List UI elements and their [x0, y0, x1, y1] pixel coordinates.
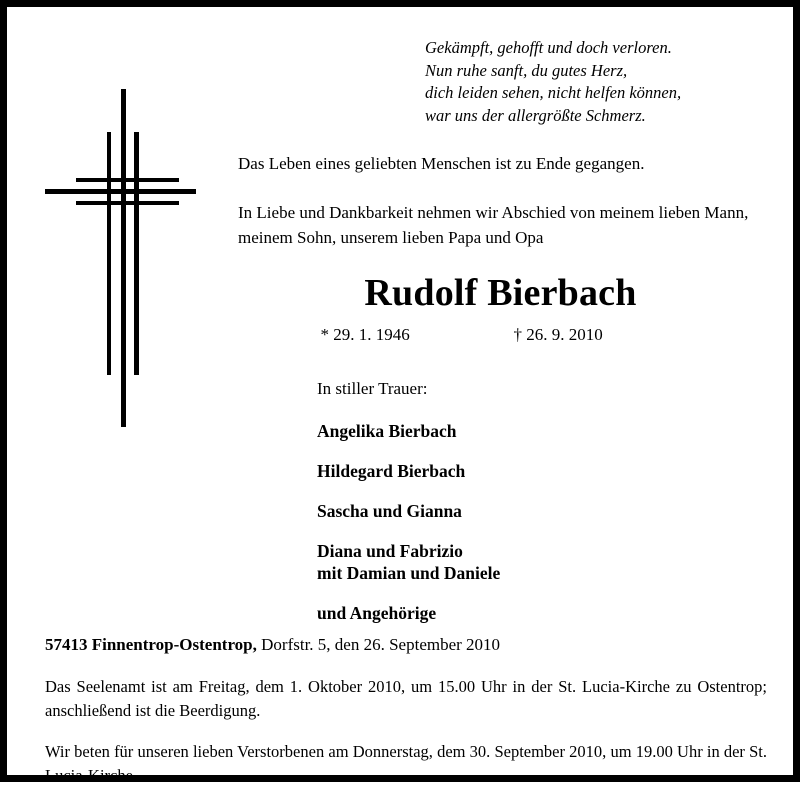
- mourners-title: In stiller Trauer:: [317, 379, 428, 398]
- poem-line-3: dich leiden sehen, nicht helfen können,: [425, 83, 682, 102]
- mourner-name: Diana und Fabrizio: [317, 541, 463, 561]
- cross-icon: [37, 77, 217, 427]
- mourner-name-secondary: mit Damian und Daniele: [317, 563, 501, 583]
- poem-line-1: Gekämpft, gehofft und doch verloren.: [425, 38, 672, 57]
- notice-inner: [7, 7, 793, 785]
- mourner-name: Hildegard Bierbach: [317, 461, 466, 481]
- mourner-name: Sascha und Gianna: [317, 501, 462, 521]
- mourner-entry: [317, 540, 737, 584]
- address-place: 57413 Finnentrop-Ostentrop,: [45, 635, 257, 654]
- footer-block: [45, 633, 767, 788]
- body-text: [238, 152, 763, 250]
- cross-vertical-left: [107, 132, 111, 375]
- mourner-entry: [317, 420, 737, 442]
- intro-sentence: In Liebe und Dankbarkeit nehmen wir Abschied von meinem lieben Mann, meinem Sohn, unserem lieben Papa und Opa: [238, 203, 749, 247]
- mourner-name: Angelika Bierbach: [317, 421, 457, 441]
- lead-sentence: Das Leben eines geliebten Menschen ist zu Ende gegangen.: [238, 154, 645, 173]
- mourners-block: [317, 378, 737, 624]
- cross-horizontal-center: [45, 189, 196, 194]
- deceased-name: Rudolf Bierbach: [364, 272, 637, 314]
- poem-line-2: Nun ruhe sanft, du gutes Herz,: [425, 60, 628, 80]
- cross-vertical-center: [121, 89, 126, 427]
- cross-horizontal-top: [76, 178, 179, 182]
- mourner-entry: [317, 460, 737, 482]
- mourner-entry: [317, 500, 737, 522]
- prayer-note: Wir beten für unseren lieben Verstorbenen am Donnerstag, dem 30. September 2010, um 19.00 Uhr in der St. Lucia-Kirche.: [45, 742, 767, 785]
- death-date: † 26. 9. 2010: [513, 325, 603, 344]
- mourner-name: und Angehörige: [317, 603, 437, 623]
- service-note: Das Seelenamt ist am Freitag, dem 1. Oktober 2010, um 15.00 Uhr in der St. Lucia-Kirche zu Ostentrop; anschließend ist die Beerdigung.: [45, 677, 767, 720]
- cross-horizontal-bottom: [76, 201, 179, 205]
- memorial-poem: [425, 37, 785, 127]
- cross-vertical-right: [134, 132, 139, 375]
- address-detail: Dorfstr. 5, den 26. September 2010: [256, 635, 501, 654]
- birth-date: * 29. 1. 1946: [320, 325, 410, 344]
- deceased-block: [238, 271, 763, 346]
- mourner-entry: [317, 602, 737, 624]
- poem-line-4: war uns der allergrößte Schmerz.: [425, 105, 646, 125]
- life-dates: [238, 324, 763, 346]
- address-line: [45, 633, 767, 656]
